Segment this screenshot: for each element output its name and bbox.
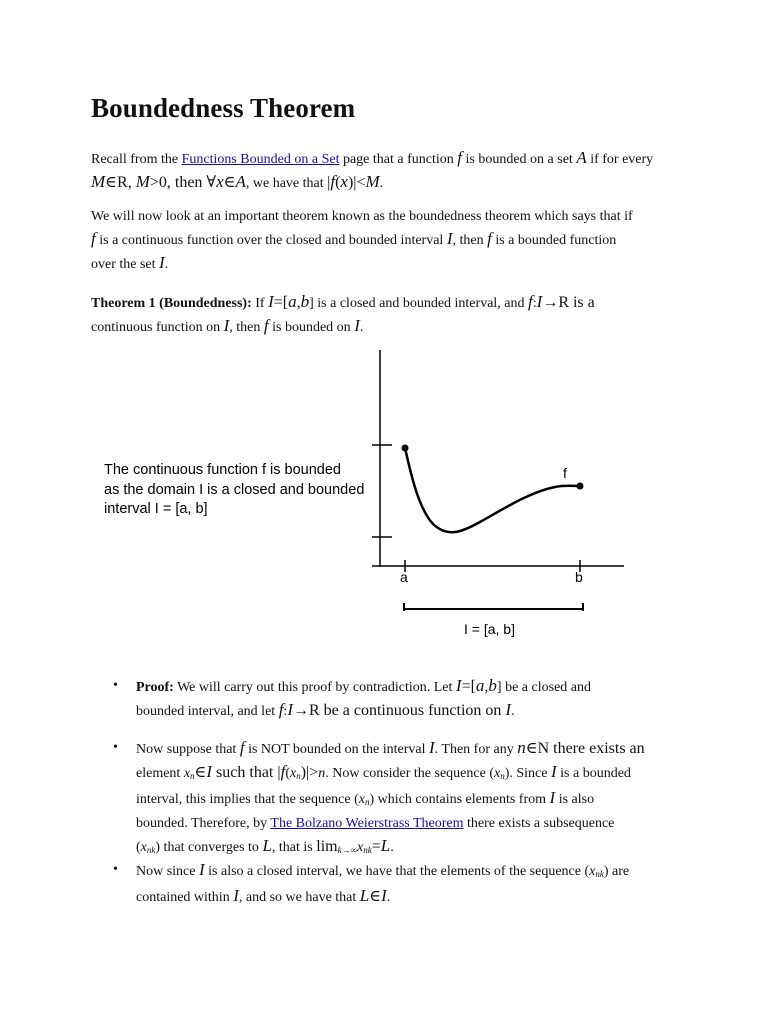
curve-end-point bbox=[577, 483, 584, 490]
intro-paragraph: Recall from the Functions Bounded on a Set page that a function f is bounded on a set A if for every M∈R, M>0, then ∀x∈A, we have that |f(x)|<M. bbox=[91, 148, 654, 191]
function-curve bbox=[405, 448, 580, 532]
interval-label: I = [a, b] bbox=[464, 621, 515, 637]
functions-bounded-link[interactable]: Functions Bounded on a Set bbox=[181, 152, 340, 167]
theorem-intro-paragraph: We will now look at an important theorem known as the boundedness theorem which says that if f is a continuous function over the closed and bounded interval I, then f is a bounded function over the set I. bbox=[91, 209, 633, 272]
a-label: a bbox=[400, 569, 408, 585]
page-title: Boundedness Theorem bbox=[91, 93, 356, 123]
figure-caption-line-3: interval I = [a, b] bbox=[104, 501, 208, 517]
boundedness-figure bbox=[0, 340, 768, 650]
b-label: b bbox=[575, 569, 583, 585]
figure-caption-line-1: The continuous function f is bounded bbox=[104, 462, 341, 478]
function-label: f bbox=[563, 465, 567, 481]
figure-caption-line-2: as the domain I is a closed and bounded bbox=[104, 482, 365, 498]
curve-start-point bbox=[402, 445, 409, 452]
list-item: Now suppose that f is NOT bounded on the interval I. Then for any n∈N there exists an element $x_n\in I$ such that $|f(x_n)|>n$. Now consider the sequence $(x_n)$. Since I is a bounded interval, this implies that the sequence $(x_n)$ which contains elements from I is also bounded. Therefore, by The Bolzano Weierstrass Theorem there exists a subsequence $(x_{nk})$ that converges to L, that is $\lim_{k\to\infty}x_{nk}=L$. bbox=[136, 738, 645, 855]
bullet-marker: • bbox=[113, 740, 118, 755]
theorem-statement: Theorem 1 (Boundedness): If I=[a,b] is a closed and bounded interval, and f:I→R is a continuous function on I, then f is bounded on I. bbox=[91, 292, 595, 335]
bolzano-weierstrass-link[interactable]: The Bolzano Weierstrass Theorem bbox=[270, 816, 464, 831]
list-item: Proof: We will carry out this proof by contradiction. Let I=[a,b] be a closed and bounded interval, and let f:I→R be a continuous function on I. bbox=[136, 676, 591, 719]
list-item: Now since I is also a closed interval, we have that the elements of the sequence $(x_{nk})$ are contained within I, and so we have that L∈I. bbox=[136, 860, 630, 905]
bullet-marker: • bbox=[113, 678, 118, 693]
bullet-marker: • bbox=[113, 862, 118, 877]
